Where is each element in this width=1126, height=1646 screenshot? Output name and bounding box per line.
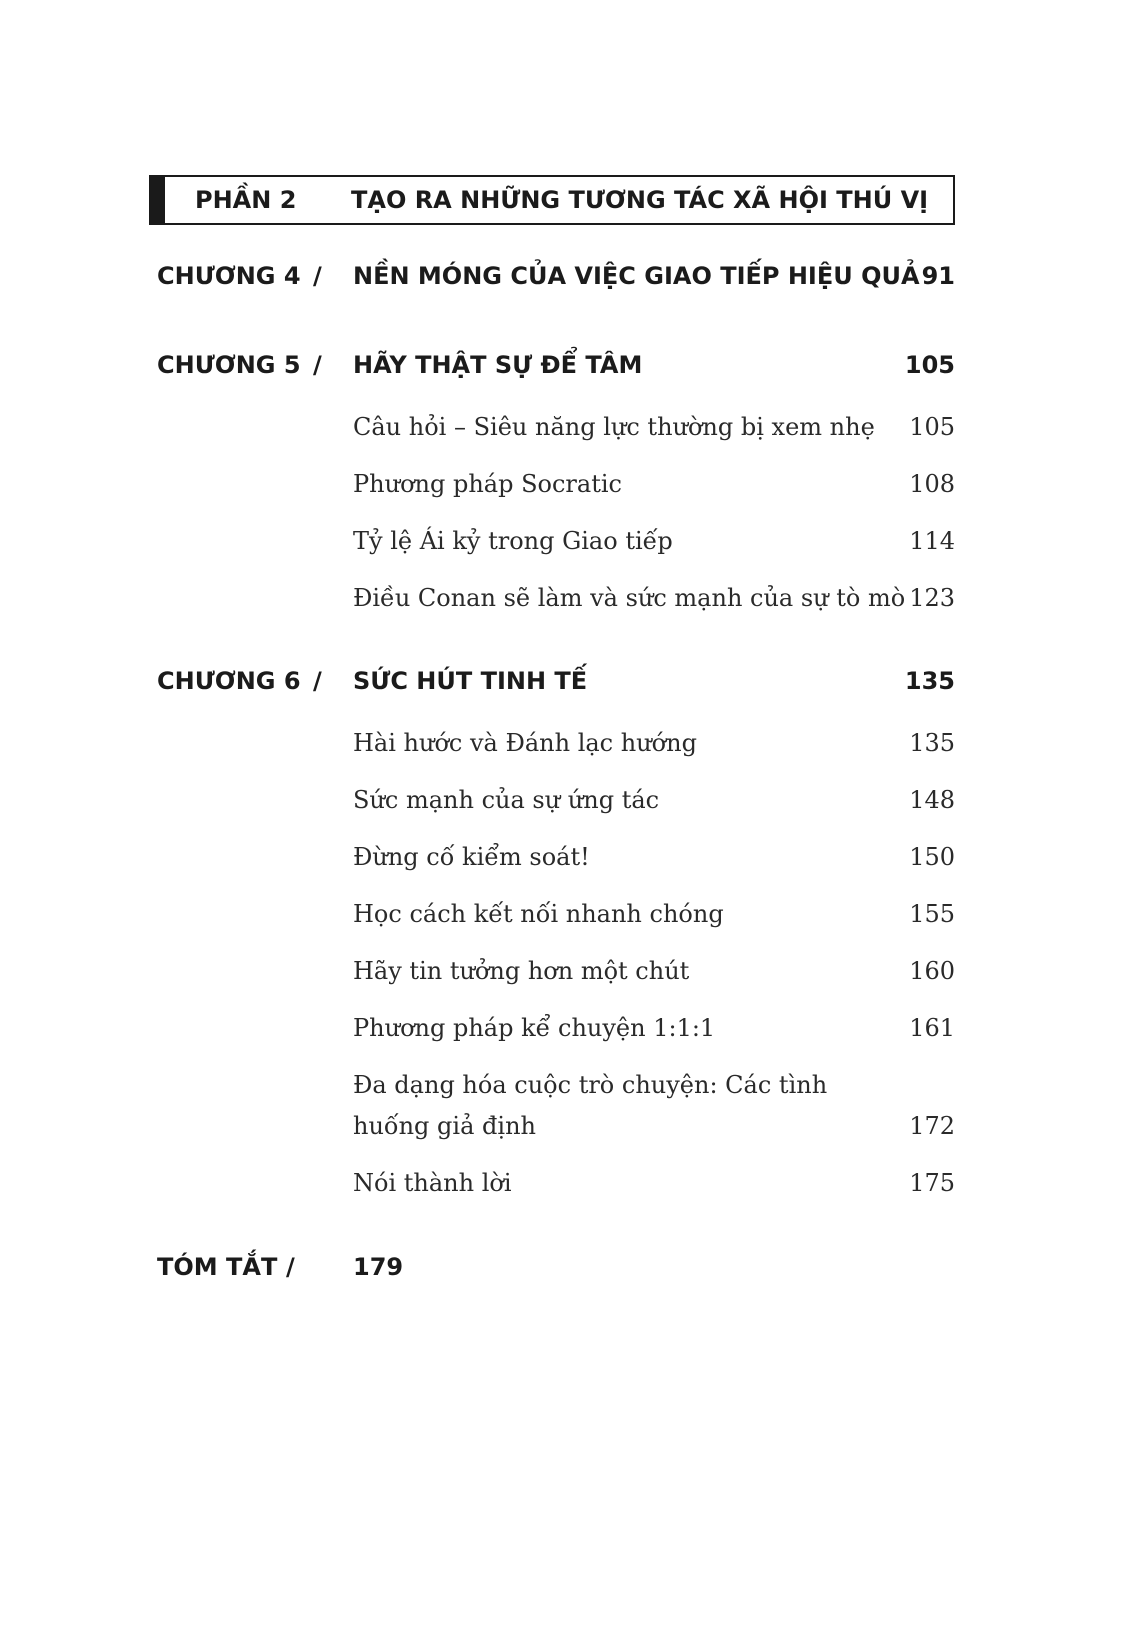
chapter-label: CHƯƠNG 4	[157, 262, 301, 290]
toc-entry[interactable]	[353, 780, 955, 821]
chapter-title: HÃY THẬT SỰ ĐỂ TÂM	[353, 351, 643, 379]
entry-page-number: 161	[909, 1014, 955, 1042]
toc-entry[interactable]	[353, 894, 955, 935]
entry-page-number: 148	[909, 786, 955, 814]
entry-title: Điều Conan sẽ làm và sức mạnh của sự tò mò	[353, 584, 906, 612]
chapter-6-heading[interactable]	[157, 667, 955, 703]
chapter-page-number: 135	[904, 667, 955, 695]
toc-entry[interactable]	[353, 521, 955, 562]
chapter-title: SỨC HÚT TINH TẾ	[353, 667, 588, 695]
chapter-title: NỀN MÓNG CỦA VIỆC GIAO TIẾP HIỆU QUẢ	[353, 262, 920, 290]
entry-title: Học cách kết nối nhanh chóng	[353, 900, 724, 928]
chapter-slash: /	[313, 667, 322, 695]
toc-entry[interactable]	[353, 1008, 955, 1049]
summary-heading[interactable]	[157, 1253, 955, 1289]
toc-entry[interactable]	[353, 407, 955, 448]
summary-label: TÓM TẮT	[157, 1253, 278, 1281]
chapter-page-number: 91	[921, 262, 955, 290]
chapter-5-heading[interactable]	[157, 351, 955, 387]
entry-page-number: 155	[909, 900, 955, 928]
entry-title: Sức mạnh của sự ứng tác	[353, 786, 660, 814]
summary-slash: /	[286, 1253, 295, 1281]
toc-entry[interactable]	[353, 1065, 955, 1147]
entry-page-number: 123	[909, 584, 955, 612]
entry-title: Hãy tin tưởng hơn một chút	[353, 957, 690, 985]
entry-title: Câu hỏi – Siêu năng lực thường bị xem nhẹ	[353, 413, 875, 441]
entry-page-number: 135	[909, 729, 955, 757]
entry-title: Đa dạng hóa cuộc trò chuyện: Các tình huống giả định	[353, 1071, 828, 1140]
chapter-label: CHƯƠNG 5	[157, 351, 301, 379]
chapter-4-heading[interactable]	[157, 262, 955, 298]
entry-page-number: 108	[909, 470, 955, 498]
summary-page-number: 179	[353, 1253, 404, 1281]
part-label: PHẦN 2	[195, 186, 297, 214]
entry-title: Hài hước và Đánh lạc hướng	[353, 729, 697, 757]
chapter-slash: /	[313, 262, 322, 290]
entry-title: Phương pháp kể chuyện 1:1:1	[353, 1014, 716, 1042]
entry-page-number: 150	[909, 843, 955, 871]
chapter-slash: /	[313, 351, 322, 379]
chapter-label: CHƯƠNG 6	[157, 667, 301, 695]
toc-entry[interactable]	[353, 1163, 955, 1204]
chapter-page-number: 105	[904, 351, 955, 379]
toc-entry[interactable]	[353, 578, 955, 619]
entry-title: Nói thành lời	[353, 1169, 512, 1197]
toc-entry[interactable]	[353, 951, 955, 992]
entry-title: Tỷ lệ Ái kỷ trong Giao tiếp	[353, 527, 673, 555]
entry-page-number: 175	[909, 1169, 955, 1197]
toc-entry[interactable]	[353, 723, 955, 764]
entry-page-number: 105	[909, 413, 955, 441]
entry-page-number: 160	[909, 957, 955, 985]
entry-page-number: 114	[909, 527, 955, 555]
entry-page-number: 172	[909, 1112, 955, 1140]
part-title: TẠO RA NHỮNG TƯƠNG TÁC XÃ HỘI THÚ VỊ	[351, 186, 929, 214]
entry-title: Đừng cố kiểm soát!	[353, 843, 590, 871]
entry-title: Phương pháp Socratic	[353, 470, 622, 498]
part-header	[149, 175, 955, 225]
toc-entry[interactable]	[353, 464, 955, 505]
toc-entry[interactable]	[353, 837, 955, 878]
